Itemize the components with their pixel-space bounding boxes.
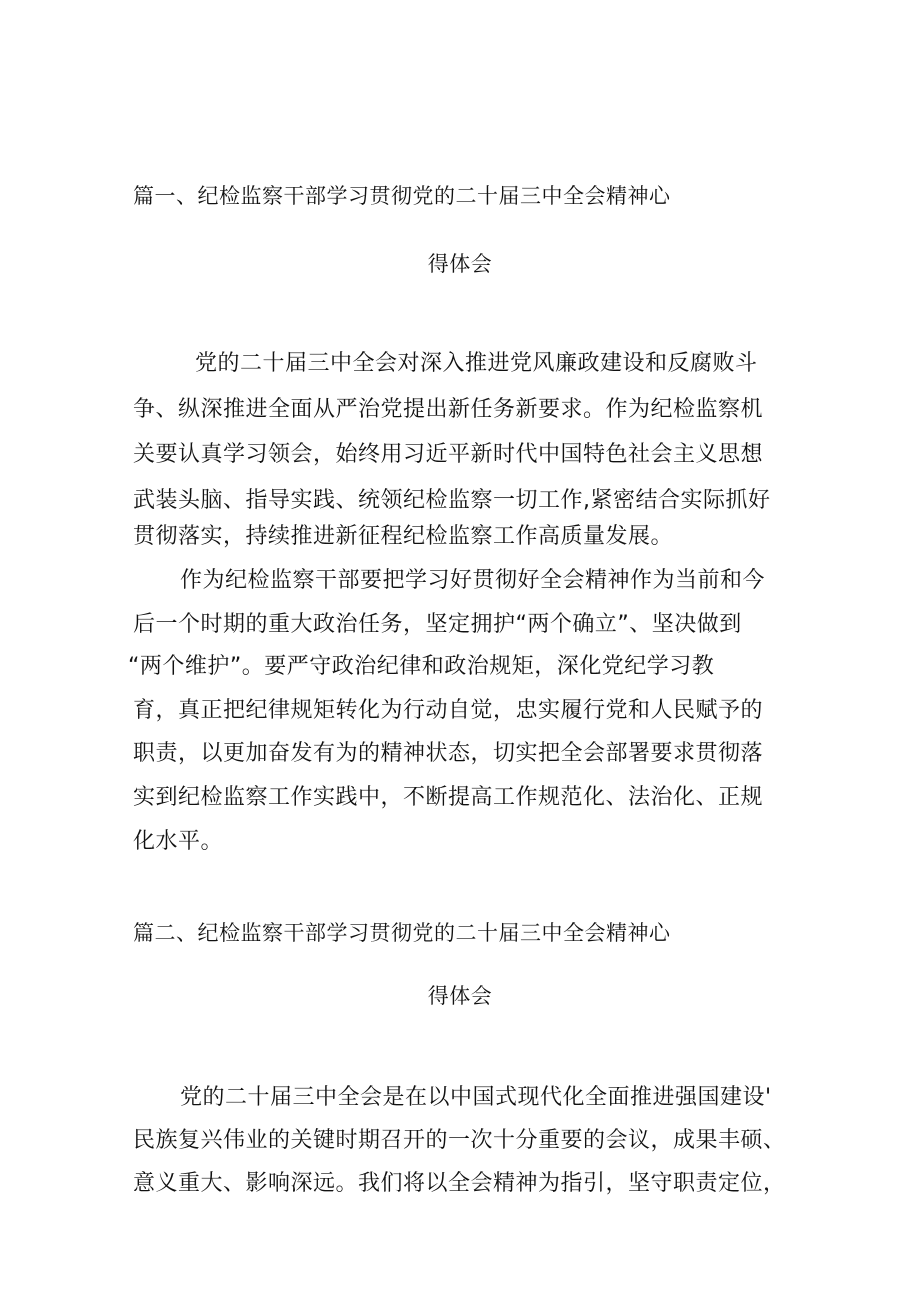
text-line: “两个维护”。要严守政治纪律和政治规矩，深化党纪学习教 (128, 654, 715, 679)
text-line: 武装头脑、指导实践、统领纪检监察一切工作,紧密结合实际抓好 (133, 488, 771, 513)
section-title-line: 得体会 (427, 984, 493, 1008)
text-line: 争、纵深推进全面从严治党提出新任务新要求。作为纪检监察机 (133, 397, 764, 422)
text-line: 后一个时期的重大政治任务，坚定拥护“两个确立”、坚决做到 (133, 612, 742, 637)
text-line: 化水平。 (133, 829, 224, 854)
section-title-line: 得体会 (427, 252, 493, 276)
text-line: 意义重大、影响深远。我们将以全会精神为指引，坚守职责定位， (133, 1171, 786, 1196)
text-line: 贯彻落实，持续推进新征程纪检监察工作高质量发展。 (133, 524, 674, 549)
text-line: 党的二十届三中全会是在以中国式现代化全面推进强国建设' (180, 1085, 772, 1110)
section-title-line: 篇一、纪检监察干部学习贯彻党的二十届三中全会精神心 (133, 184, 671, 208)
text-line: 民族复兴伟业的关键时期召开的一次十分重要的会议，成果丰硕、 (133, 1128, 786, 1153)
section-title-line: 篇二、纪检监察干部学习贯彻党的二十届三中全会精神心 (133, 921, 671, 945)
text-line: 职责，以更加奋发有为的精神状态，切实把全会部署要求贯彻落 (133, 741, 764, 766)
text-line: 作为纪检监察干部要把学习好贯彻好全会精神作为当前和今 (180, 568, 766, 593)
text-line: 育，真正把纪律规矩转化为行动自觉，忠实履行党和人民赋予的 (133, 698, 764, 723)
text-line: 实到纪检监察工作实践中，不断提高工作规范化、法治化、正规 (133, 785, 764, 810)
text-line: 关要认真学习领会，始终用习近平新时代中国特色社会主义思想 (133, 442, 764, 467)
text-line: 党的二十届三中全会对深入推进党风廉政建设和反腐败斗 (195, 351, 758, 376)
